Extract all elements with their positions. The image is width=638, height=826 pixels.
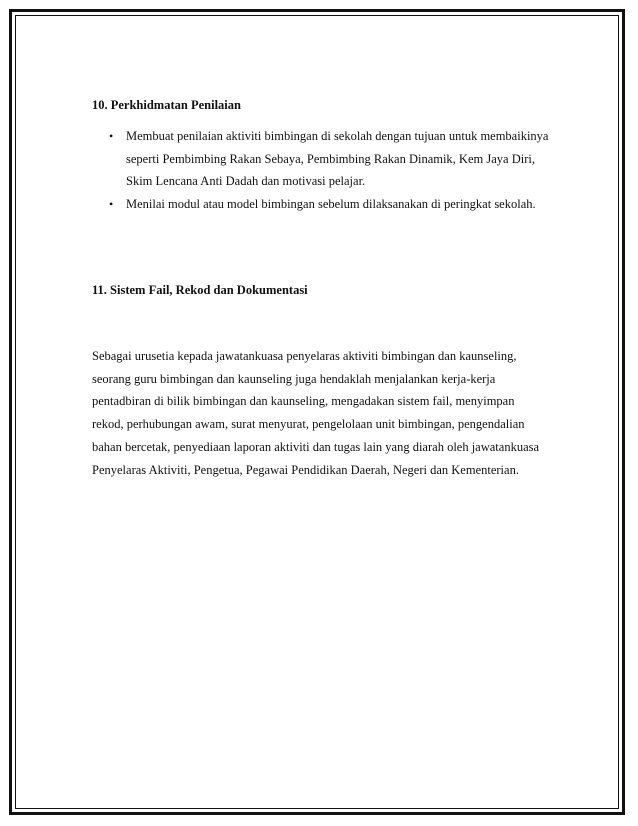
- bullet-icon: •: [109, 129, 114, 143]
- paragraph-line: Sebagai urusetia kepada jawatankuasa penyelaras aktiviti bimbingan dan kaunseling,: [92, 349, 517, 363]
- bullet-icon: •: [109, 196, 114, 211]
- paragraph-line: Penyelaras Aktiviti, Pengetua, Pegawai Pendidikan Daerah, Negeri dan Kementerian.: [92, 462, 519, 477]
- paragraph-line: rekod, perhubungan awam, surat menyurat, pengelolaan unit bimbingan, pengendalian: [92, 417, 525, 432]
- bullet-text: Menilai modul atau model bimbingan sebelum dilaksanakan di peringkat sekolah.: [126, 196, 536, 211]
- section-10-heading: 10. Perkhidmatan Penilaian: [92, 98, 241, 112]
- list-item: [92, 193, 562, 216]
- bullet-text: Membuat penilaian aktiviti bimbingan di sekolah dengan tujuan untuk membaikinya seperti Pembimbing Rakan Sebaya, Pembimbing Rakan Dinamik, Kem Jaya Diri, Skim Lencana Anti Dadah dan motivasi pelajar.: [126, 129, 549, 188]
- paragraph-line: bahan bercetak, penyediaan laporan aktiviti dan tugas lain yang diarah oleh jawatankuasa: [92, 439, 540, 454]
- paragraph-line: pentadbiran di bilik bimbingan dan kaunseling, mengadakan sistem fail, menyimpan: [92, 394, 515, 409]
- section-11-paragraph: [92, 345, 548, 481]
- section-10-bullet-list: [92, 125, 562, 215]
- section-11-heading: 11. Sistem Fail, Rekod dan Dokumentasi: [92, 283, 308, 297]
- paragraph-line: seorang guru bimbingan dan kaunseling juga hendaklah menjalankan kerja-kerja: [92, 371, 496, 386]
- list-item: [92, 125, 562, 193]
